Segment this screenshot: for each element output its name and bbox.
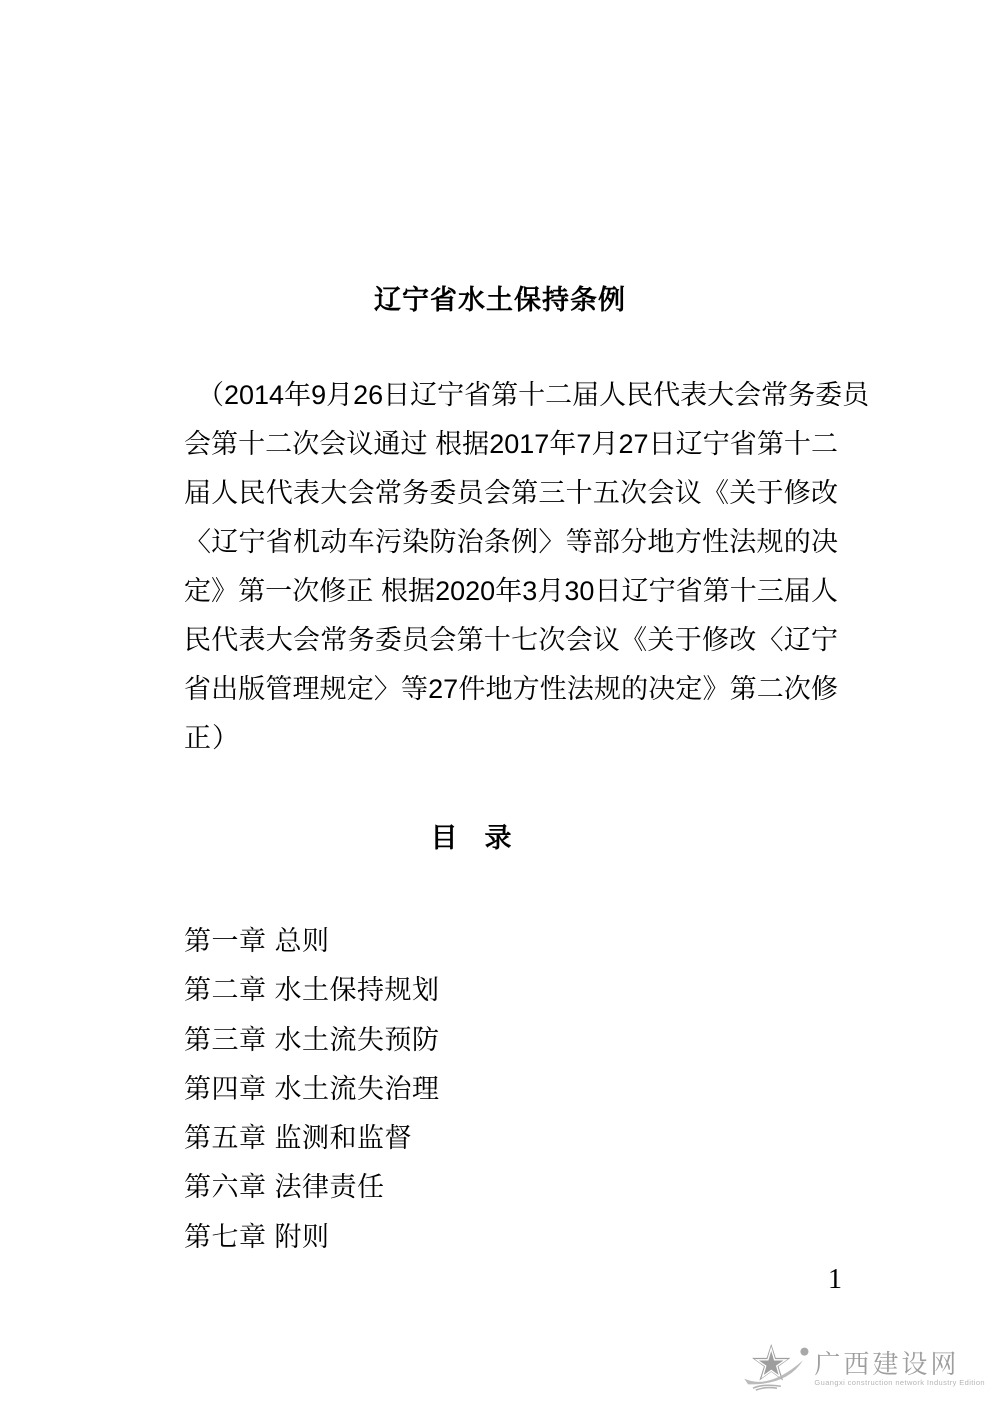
watermark-text xyxy=(814,1350,985,1387)
watermark xyxy=(742,1342,985,1394)
toc-item: 第三章 水土流失预防 xyxy=(184,1024,440,1055)
page-number: 1 xyxy=(828,1264,842,1295)
preamble-line: 〈辽宁省机动车污染防治条例〉等部分地方性法规的决 xyxy=(184,527,838,557)
preamble-line: （2014年9月26日辽宁省第十二届人民代表大会常务委员 xyxy=(197,380,870,410)
toc-list xyxy=(184,917,838,1262)
preamble-line: 省出版管理规定〉等27件地方性法规的决定》第二次修 xyxy=(184,674,838,704)
preamble-paragraph xyxy=(184,371,870,763)
toc-item: 第七章 附则 xyxy=(184,1221,330,1252)
toc-item: 第四章 水土流失治理 xyxy=(184,1073,440,1104)
watermark-caption: Guangxi construction network Industry Edition xyxy=(814,1377,985,1387)
star-logo-icon xyxy=(742,1342,812,1394)
toc-heading: 目 录 xyxy=(430,823,512,853)
preamble-line: 会第十二次会议通过 根据2017年7月27日辽宁省第十二 xyxy=(184,429,838,459)
preamble-line: 届人民代表大会常务委员会第三十五次会议《关于修改 xyxy=(184,478,838,508)
preamble-line: 定》第一次修正 根据2020年3月30日辽宁省第十三届人 xyxy=(184,576,838,606)
toc-item: 第一章 总则 xyxy=(184,926,330,956)
preamble-line: 民代表大会常务委员会第十七次会议《关于修改〈辽宁 xyxy=(184,625,838,655)
document-title: 辽宁省水土保持条例 xyxy=(374,285,626,315)
toc-item: 第二章 水土保持规划 xyxy=(184,975,440,1006)
toc-item: 第五章 监测和监督 xyxy=(184,1123,413,1154)
toc-item: 第六章 法律责任 xyxy=(184,1172,385,1203)
watermark-site-name: 广西建设网 xyxy=(814,1348,960,1379)
preamble-line: 正） xyxy=(184,723,240,753)
